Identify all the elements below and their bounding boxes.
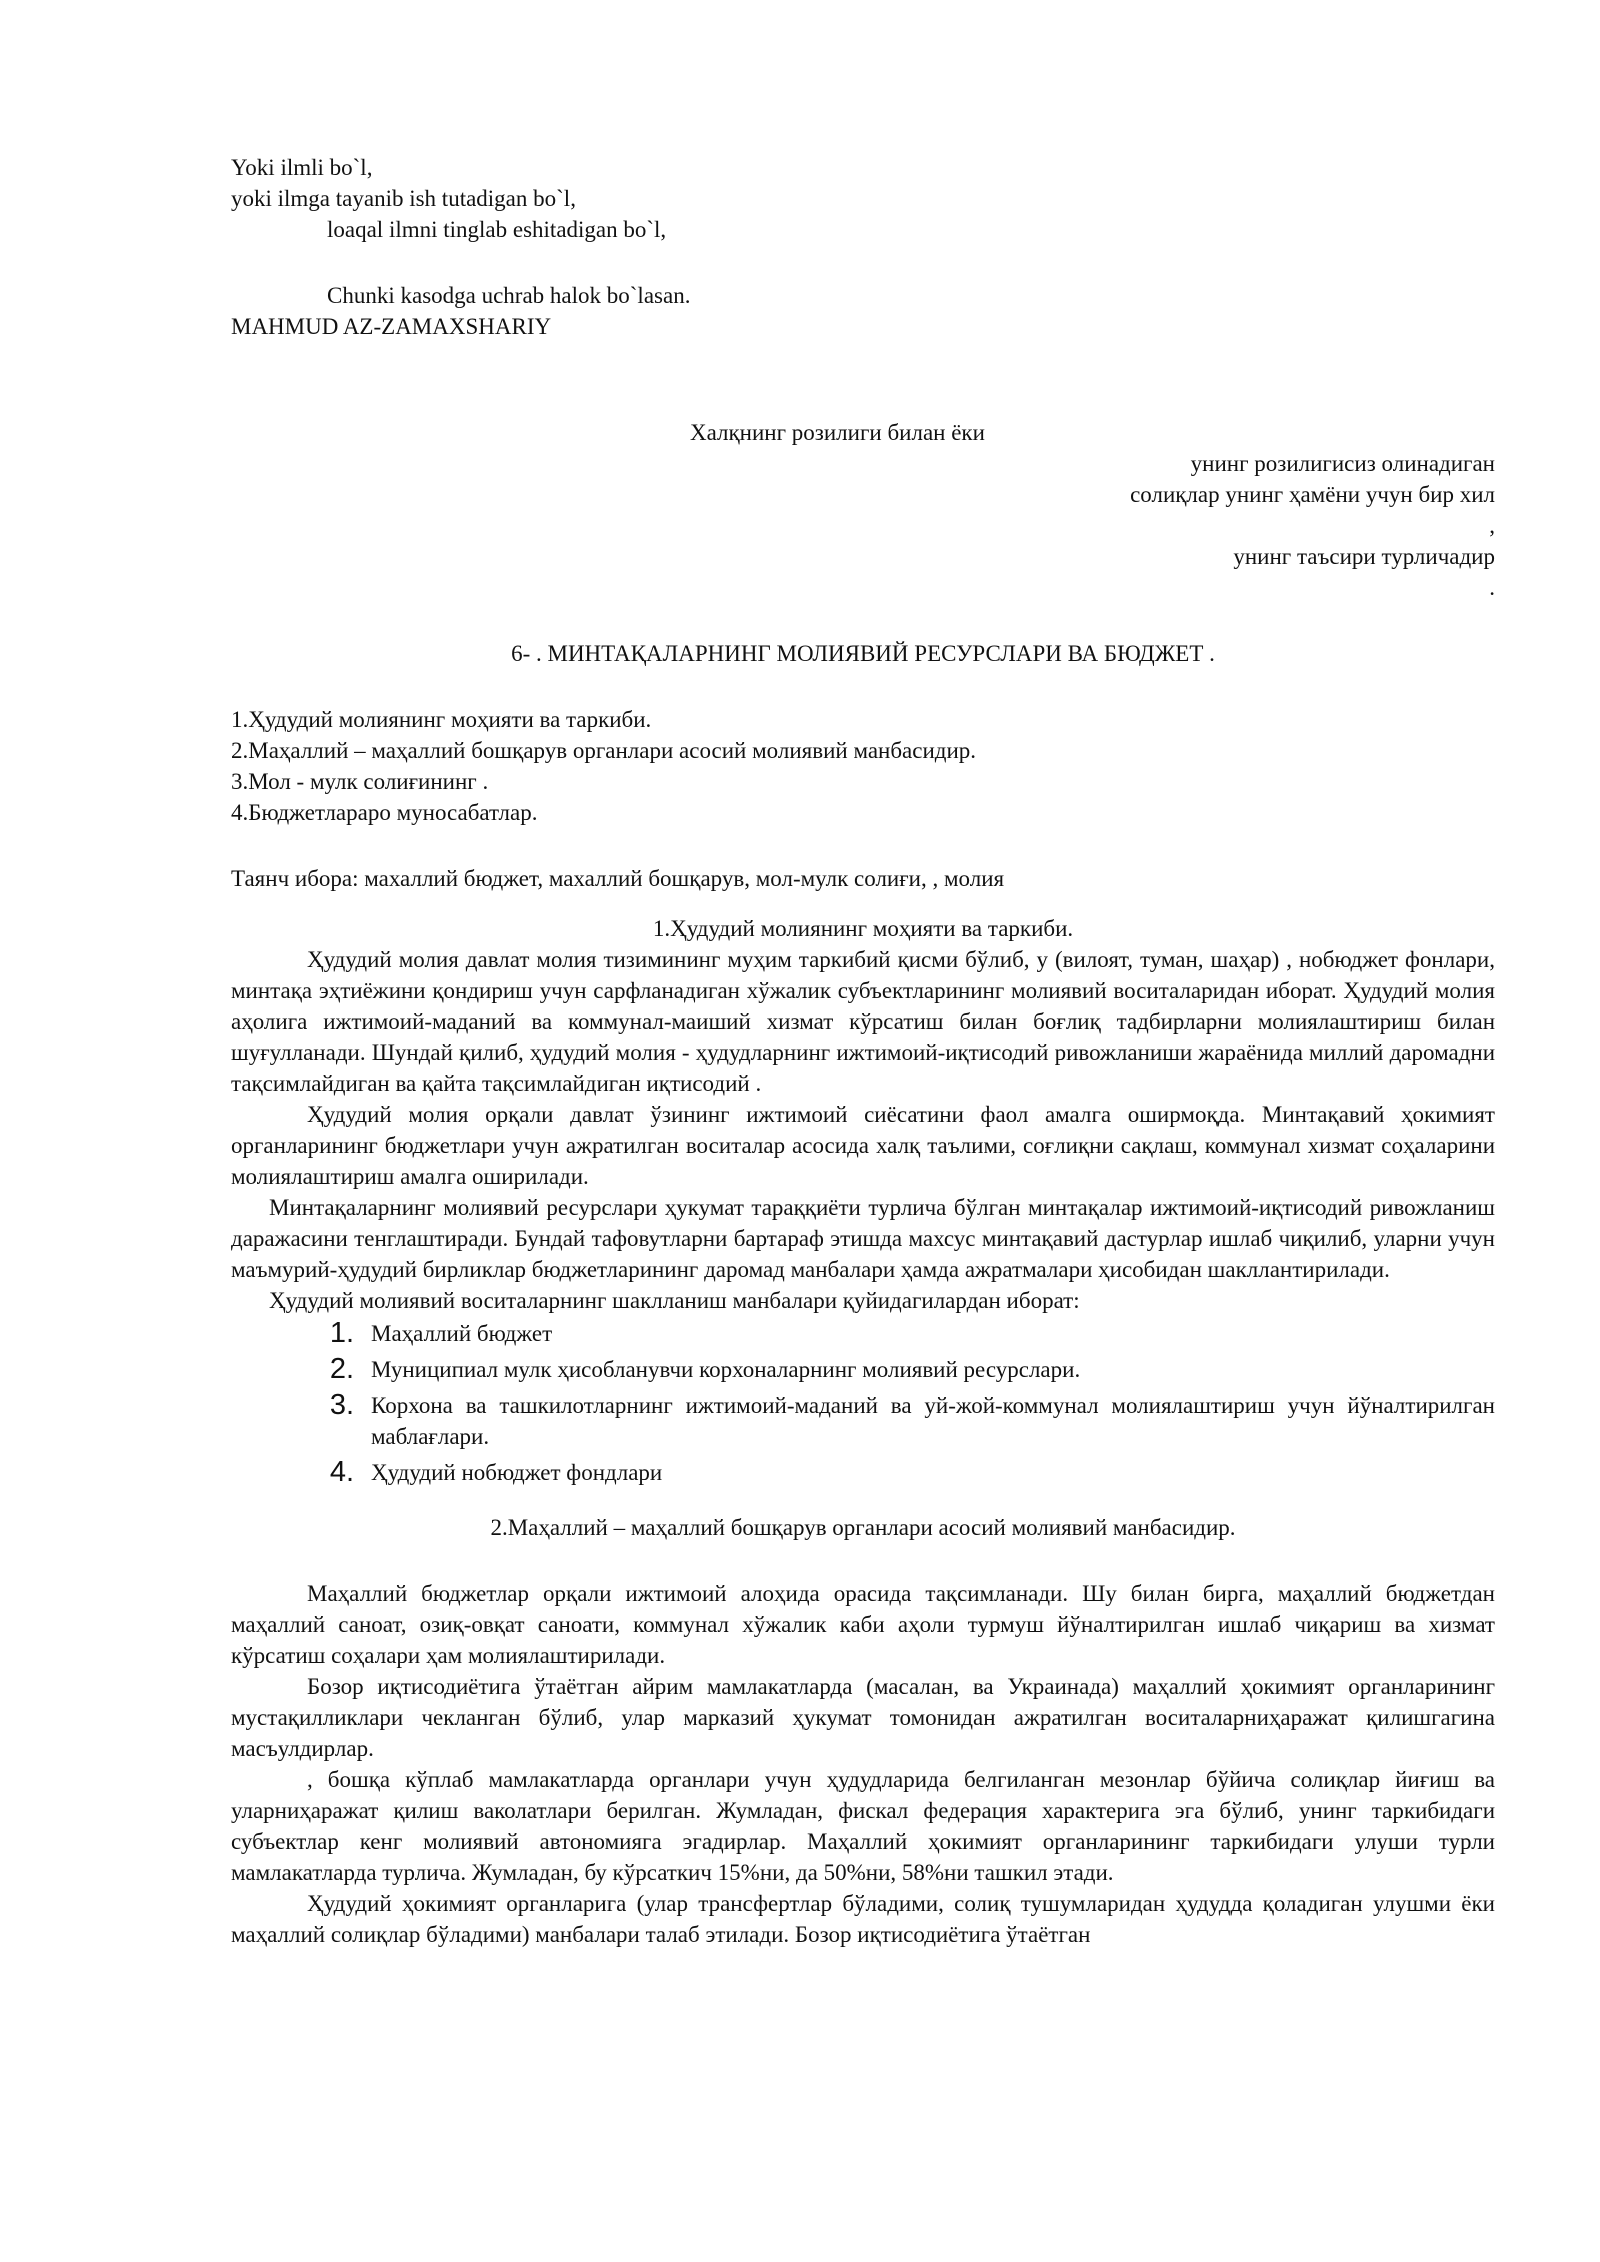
section-2-paragraph-1: Маҳаллий бюджетлар орқали ижтимоий алоҳида орасида тақсимланади. Шу билан бирга, маҳаллий бюджетдан маҳаллий саноат, озиқ-овқат саноати, коммунал хўжалик каби аҳоли турмуш йўналтирилган ишлаб чиқариш ва хизмат кўрсатиш соҳалари ҳам молиялаштирилади. xyxy=(231,1581,1495,1668)
section-1-paragraph-3: Минтақаларнинг молиявий ресурслари ҳукумат тараққиёти турлича бўлган минтақалар ижтимоий-иқтисодий ривожланиш даражасини тенглаштиради. Бундай тафовутларни бартараф этишда махсус минтақавий дастурлар ишлаб чиқилиб, уларни учун маъмурий-ҳудудий бирликлар бюджетларининг даромад манбалари ҳамда ажратмалари ҳисобидан шакллантирилади. xyxy=(231,1195,1495,1282)
quote-line-1: Халқнинг розилиги билан ёки xyxy=(690,420,985,445)
quote-line-2: унинг розилигисиз олинадиган xyxy=(1190,451,1495,476)
list-item xyxy=(231,1354,1495,1385)
section-2-paragraph-3: , бошқа кўплаб мамлакатларда органлари учун ҳудудларида белгиланган мезонлар бўйича солиқлар йиғиш ва уларниҳаражат қилиш ваколатлари берилган. Жумладан, фискал федерация характерига эга бўлиб, унинг таркибидаги субъектлар кенг молиявий автономияга эгадирлар. Маҳаллий ҳокимият органларининг таркибидаги улуши турли мамлакатларда турлича. Жумладан, бу кўрсаткич 15%ни, да 50%ни, 58%ни ташкил этади. xyxy=(231,1767,1495,1885)
plan-item-4: 4.Бюджетлараро муносабатлар. xyxy=(231,800,538,825)
epigraph-author: MAHMUD AZ-ZAMAXSHARIY xyxy=(231,314,552,339)
list-text: Ҳудудий нобюджет фондлари xyxy=(371,1460,663,1485)
plan-item-2: 2.Маҳаллий – маҳаллий бошқарув органлари асосий молиявий манбасидир. xyxy=(231,738,977,763)
epigraph-line-3: loaqal ilmni tinglab eshitadigan bo`l, xyxy=(327,217,667,242)
epigraph-line-1: Yoki ilmli bo`l, xyxy=(231,155,373,180)
plan-item-3: 3.Мол - мулк солиғининг . xyxy=(231,769,489,794)
keywords: Таянч ибора: махаллий бюджет, махаллий бошқарув, мол-мулк солиғи, , молия xyxy=(231,866,1005,891)
section-2-heading: 2.Маҳаллий – маҳаллий бошқарув органлари асосий молиявий манбасидир. xyxy=(490,1515,1236,1540)
chapter-title: 6- . МИНТАҚАЛАРНИНГ МОЛИЯВИЙ РЕСУРСЛАРИ ВА БЮДЖЕТ . xyxy=(511,641,1215,666)
quote-line-4: , xyxy=(1489,513,1495,538)
list-number: 3. xyxy=(329,1389,354,1421)
epigraph-line-4: Chunki kasodga uchrab halok bo`lasan. xyxy=(327,283,691,308)
epigraph-line-2: yoki ilmga tayanib ish tutadigan bo`l, xyxy=(231,186,576,211)
sources-list xyxy=(231,1318,1495,1488)
section-1-paragraph-2: Ҳудудий молия орқали давлат ўзининг ижтимоий сиёсатини фаол амалга оширмоқда. Минтақавий ҳокимият органларининг бюджетлари учун ажратилган воситалар асосида халқ таълими, соғлиқни сақлаш, коммунал хизмат соҳаларини молиялаштириш амалга оширилади. xyxy=(231,1102,1495,1189)
list-number: 2. xyxy=(329,1353,354,1385)
page-content xyxy=(231,152,1495,1950)
list-item xyxy=(231,1457,1495,1488)
section-1-heading: 1.Ҳудудий молиянинг моҳияти ва таркиби. xyxy=(652,916,1074,941)
list-number: 4. xyxy=(329,1456,354,1488)
section-1-paragraph-4: Ҳудудий молиявий воситаларнинг шаклланиш манбалари қуйидагилардан иборат: xyxy=(269,1288,1080,1313)
section-1-paragraph-1: Ҳудудий молия давлат молия тизимининг муҳим таркибий қисми бўлиб, у (вилоят, туман, шаҳар) , нобюджет фонлари, минтақа эҳтиёжини қондириш учун сарфланадиган хўжалик субъектларининг молиявий воситаларидан иборат. Ҳудудий молия аҳолига ижтимоий-маданий ва коммунал-маиший хизмат кўрсатиш билан боғлиқ тадбирларни молиялаштириш билан шуғулланади. Шундай қилиб, ҳудудий молия - ҳудудларнинг ижтимоий-иқтисодий ривожланиши жараёнида миллий даромадни тақсимлайдиган ва қайта тақсимлайдиган иқтисодий . xyxy=(231,947,1495,1096)
section-2-paragraph-4: Ҳудудий ҳокимият органларига (улар трансфертлар бўладими, солиқ тушумларидан ҳудудда қоладиган улушми ёки маҳаллий солиқлар бўладими) манбалари талаб этилади. Бозор иқтисодиётига ўтаётган xyxy=(231,1891,1495,1947)
list-text: Маҳаллий бюджет xyxy=(371,1321,553,1346)
list-text: Муниципиал мулк ҳисобланувчи корхоналарнинг молиявий ресурслари. xyxy=(371,1357,1081,1382)
list-text: Корхона ва ташкилотларнинг ижтимоий-маданий ва уй-жой-коммунал молиялаштириш учун йўналтирилган маблағлари. xyxy=(371,1393,1495,1449)
list-number: 1. xyxy=(329,1317,354,1349)
section-2-paragraph-2: Бозор иқтисодиётига ўтаётган айрим мамлакатларда (масалан, ва Украинада) маҳаллий ҳокимият органларининг мустақилликлари чекланган бўлиб, улар марказий ҳукумат томонидан ажратилган воситаларниҳаражат қилишгагина масъулдирлар. xyxy=(231,1674,1495,1761)
list-item xyxy=(231,1390,1495,1452)
quote-line-6: . xyxy=(1489,575,1495,600)
list-item xyxy=(231,1318,1495,1349)
plan-item-1: 1.Ҳудудий молиянинг моҳияти ва таркиби. xyxy=(231,707,652,732)
quote-line-3: солиқлар унинг ҳамёни учун бир хил xyxy=(1130,482,1495,507)
quote-line-5: унинг таъсири турличадир xyxy=(1233,544,1495,569)
